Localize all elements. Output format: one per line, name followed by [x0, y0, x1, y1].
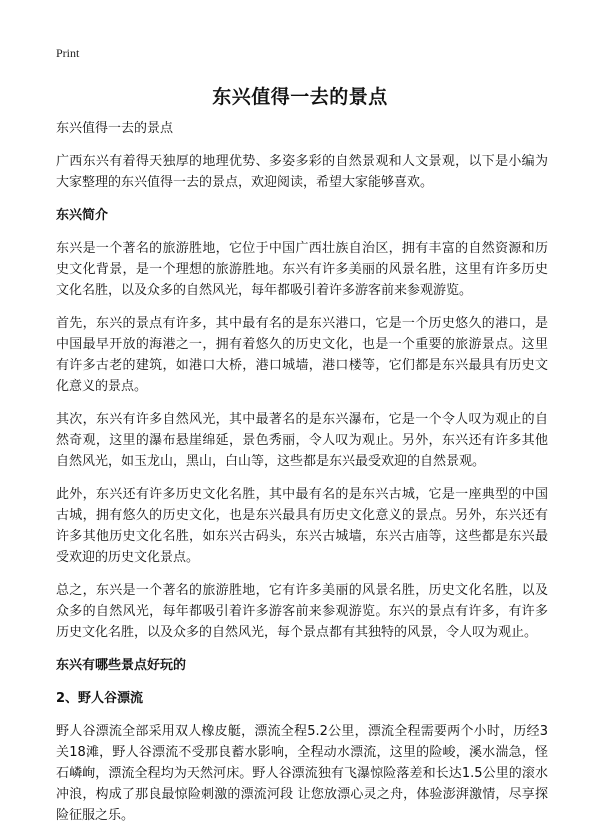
paragraph: 总之，东兴是一个著名的旅游胜地，它有许多美丽的风景名胜，历史文化名胜，以及众多的自然风光，每年都吸引着许多游客前来参观游览。东兴的景点有许多，有许多历史文化名胜，以及众多的自然风光，每个景点都有其独特的风景，令人叹为观止。 [56, 583, 548, 640]
paragraph: 其次，东兴有许多自然风光，其中最著名的是东兴瀑布，它是一个令人叹为观止的自然奇观，这里的瀑布悬崖绵延，景色秀丽，令人叹为观止。另外，东兴还有许多其他自然风光，如玉龙山，黑山，白山等，这些都是东兴最受欢迎的自然景观。 [56, 412, 548, 469]
section-heading-attractions: 东兴有哪些景点好玩的 [56, 658, 187, 673]
intro-paragraph: 广西东兴有着得天独厚的地理优势、多姿多彩的自然景观和人文景观，以下是小编为大家整理的东兴值得一去的景点，欢迎阅读，希望大家能够喜欢。 [56, 154, 548, 190]
paragraph: 野人谷漂流全部采用双人橡皮艇，漂流全程5.2公里，漂流全程需要两个小时，历经3关18滩，野人谷漂流不受那良蓄水影响，全程动水漂流，这里的险峻，溪水湍急，怪石嶙峋，漂流全程均为天然河床。野人谷漂流独有飞瀑惊险落差和长达1.5公里的滚水冲浪，构成了那良最惊险刺激的漂流河段 让您放漂心灵之舟，体验澎湃激情，尽享探险征服之乐。 [56, 724, 548, 823]
article-body [56, 118, 548, 838]
paragraph: 东兴是一个著名的旅游胜地，它位于中国广西壮族自治区，拥有丰富的自然资源和历史文化背景，是一个理想的旅游胜地。东兴有许多美丽的风景名胜，这里有许多历史文化名胜，以及众多的自然风光，每年都吸引着许多游客前来参观游览。 [56, 241, 548, 298]
print-link[interactable]: Print [56, 46, 80, 60]
section-heading-intro: 东兴简介 [56, 208, 109, 223]
article-subtitle: 东兴值得一去的景点 [56, 121, 174, 136]
page-title: 东兴值得一去的景点 [212, 86, 388, 108]
paragraph: 首先，东兴的景点有许多，其中最有名的是东兴港口，它是一个历史悠久的港口，是中国最早开放的海港之一，拥有着悠久的历史文化，也是一个重要的旅游景点。这里有许多古老的建筑，如港口大桥，港口城墙，港口楼等，它们都是东兴最具有历史文化意义的景点。 [56, 316, 548, 394]
paragraph: 此外，东兴还有许多历史文化名胜，其中最有名的是东兴古城，它是一座典型的中国古城，拥有悠久的历史文化，也是东兴最具有历史文化意义的景点。另外，东兴还有许多其他历史文化名胜，如东兴古码头，东兴古城墙，东兴古庙等，这些都是东兴最受欢迎的历史文化景点。 [56, 487, 548, 565]
section-heading-rafting: 2、野人谷漂流 [56, 691, 144, 706]
